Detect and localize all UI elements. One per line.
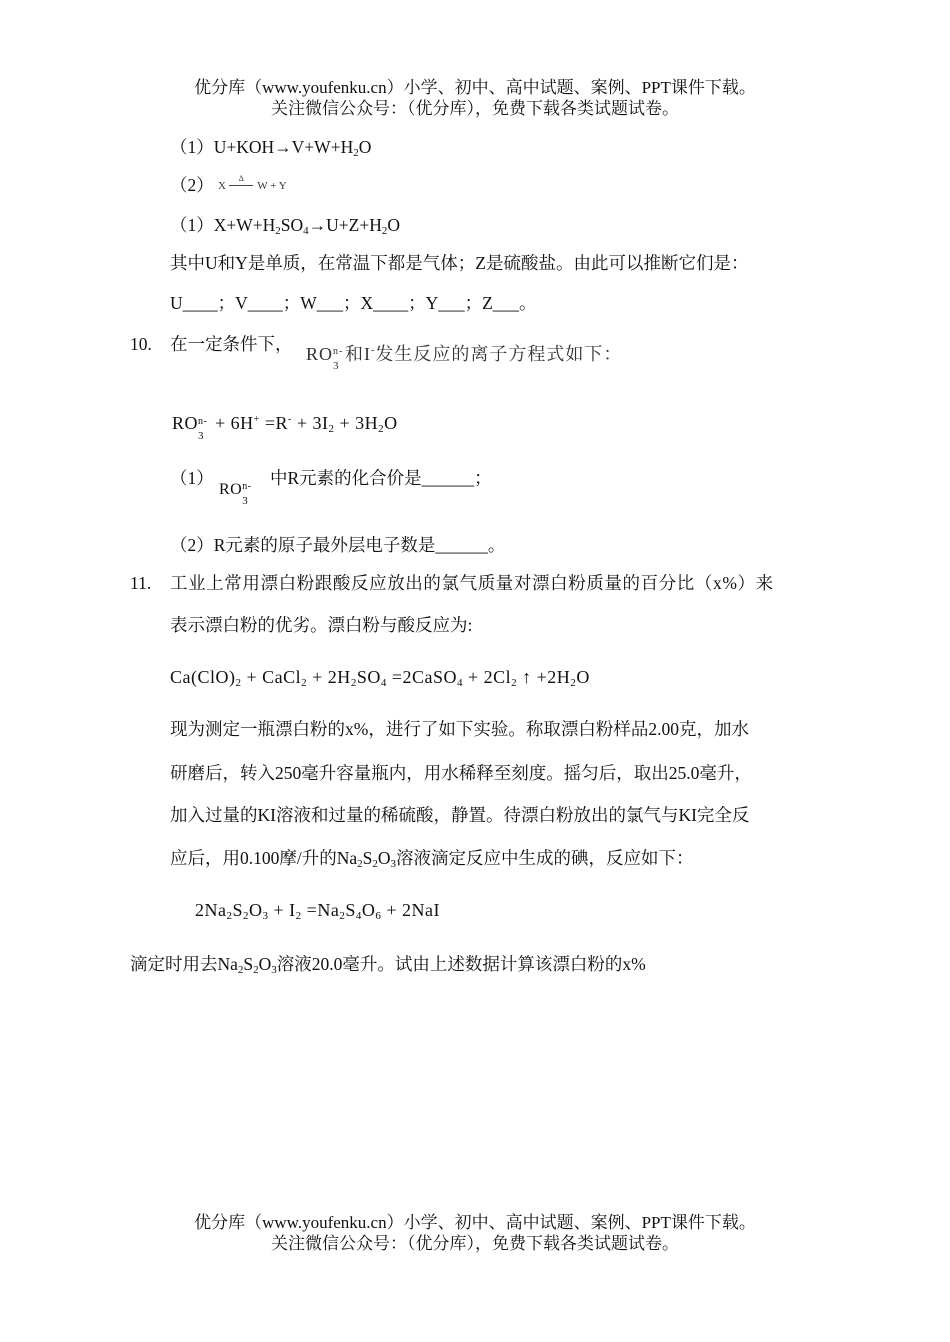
q11-line-2: 表示漂白粉的优劣。漂白粉与酸反应为:	[170, 615, 473, 635]
q11-reaction-equation: $Ca(ClO)_2$ + CaCl$_2$ + $2H_2SO_4$ =2CaSO$_4$ + $2Cl_2$ ↑ $+2H_2O$	[170, 667, 590, 689]
q10-sub1-ion: RO n- 3	[219, 481, 252, 508]
footer-line-1: 优分库（www.youfenku.cn）小学、初中、高中试题、案例、PPT课件下载。	[194, 1213, 756, 1232]
q11-para-2: 研磨后，转入250毫升容量瓶内，用水稀释至刻度。摇匀后，取出25.0毫升，	[170, 763, 752, 783]
question-10-number: 10.	[130, 334, 152, 354]
reaction-2-equation: X Δ W + Y	[218, 174, 287, 192]
heat-arrow	[229, 174, 255, 192]
header-line-1: 优分库（www.youfenku.cn）小学、初中、高中试题、案例、PPT课件下载。	[194, 78, 756, 97]
q10-sub2: （2）R元素的原子最外层电子数是______。	[170, 535, 506, 555]
q11-line-1: 工业上常用漂白粉跟酸反应放出的氯气质量对漂白粉质量的百分比（x%）来	[170, 573, 774, 593]
q10-sub1-label: （1）	[170, 468, 214, 488]
reaction-1: $(1)U+KOH\to V+W+H_2O$	[170, 137, 372, 159]
q11-para-3: 加入过量的KI溶液和过量的稀硫酸，静置。待漂白粉放出的氯气与KI完全反	[170, 805, 750, 825]
q11-para-4: 应后，用0.100摩/升的$Na_2S_2O_3$溶液滴定反应中生成的碘，反应如下：	[170, 848, 694, 870]
arrow-icon: →	[308, 215, 327, 235]
question-11-number: 11.	[130, 573, 152, 593]
arrow-icon: →	[274, 137, 292, 157]
q10-ion-description: RO n- 3 和I-发生反应的离子方程式如下：	[306, 344, 623, 372]
q11-para-1: 现为测定一瓶漂白粉的x%，进行了如下实验。称取漂白粉样品2.00克，加水	[170, 719, 749, 739]
q11-titration-equation: $2Na_2S_2O_3 + I_2 =Na_2S_4O_6 + 2NaI$	[195, 900, 440, 922]
q10-sub1-text: 中R元素的化合价是______；	[270, 468, 492, 488]
q10-intro: 在一定条件下，	[170, 334, 293, 354]
q9-statement: 其中U和Y是单质，在常温下都是气体；Z是硫酸盐。由此可以推断它们是：	[170, 253, 749, 273]
answer-blank: ______	[421, 468, 475, 488]
q11-final-question: 滴定时用去$Na_2S_2O_3$溶液20.0毫升。试由上述数据计算该漂白粉的x%	[130, 954, 646, 976]
reaction-2-label: （2）	[170, 175, 214, 195]
q10-ionic-equation: RO n- 3 + $6H^+ =R^- + 3I_2 + 3H_2O$	[172, 413, 398, 442]
reaction-3: $(1)X+W+H_2SO_4\to U+Z+H_2O$	[170, 215, 401, 237]
footer-line-2: 关注微信公众号：（优分库），免费下载各类试题试卷。	[271, 1234, 679, 1253]
answer-blank: ______	[435, 535, 488, 555]
header-line-2: 关注微信公众号：（优分库），免费下载各类试题试卷。	[271, 99, 679, 118]
q9-answers: U____；V____；W___；X____；Y___；Z___。	[170, 293, 537, 313]
delta-icon: Δ	[238, 174, 244, 183]
